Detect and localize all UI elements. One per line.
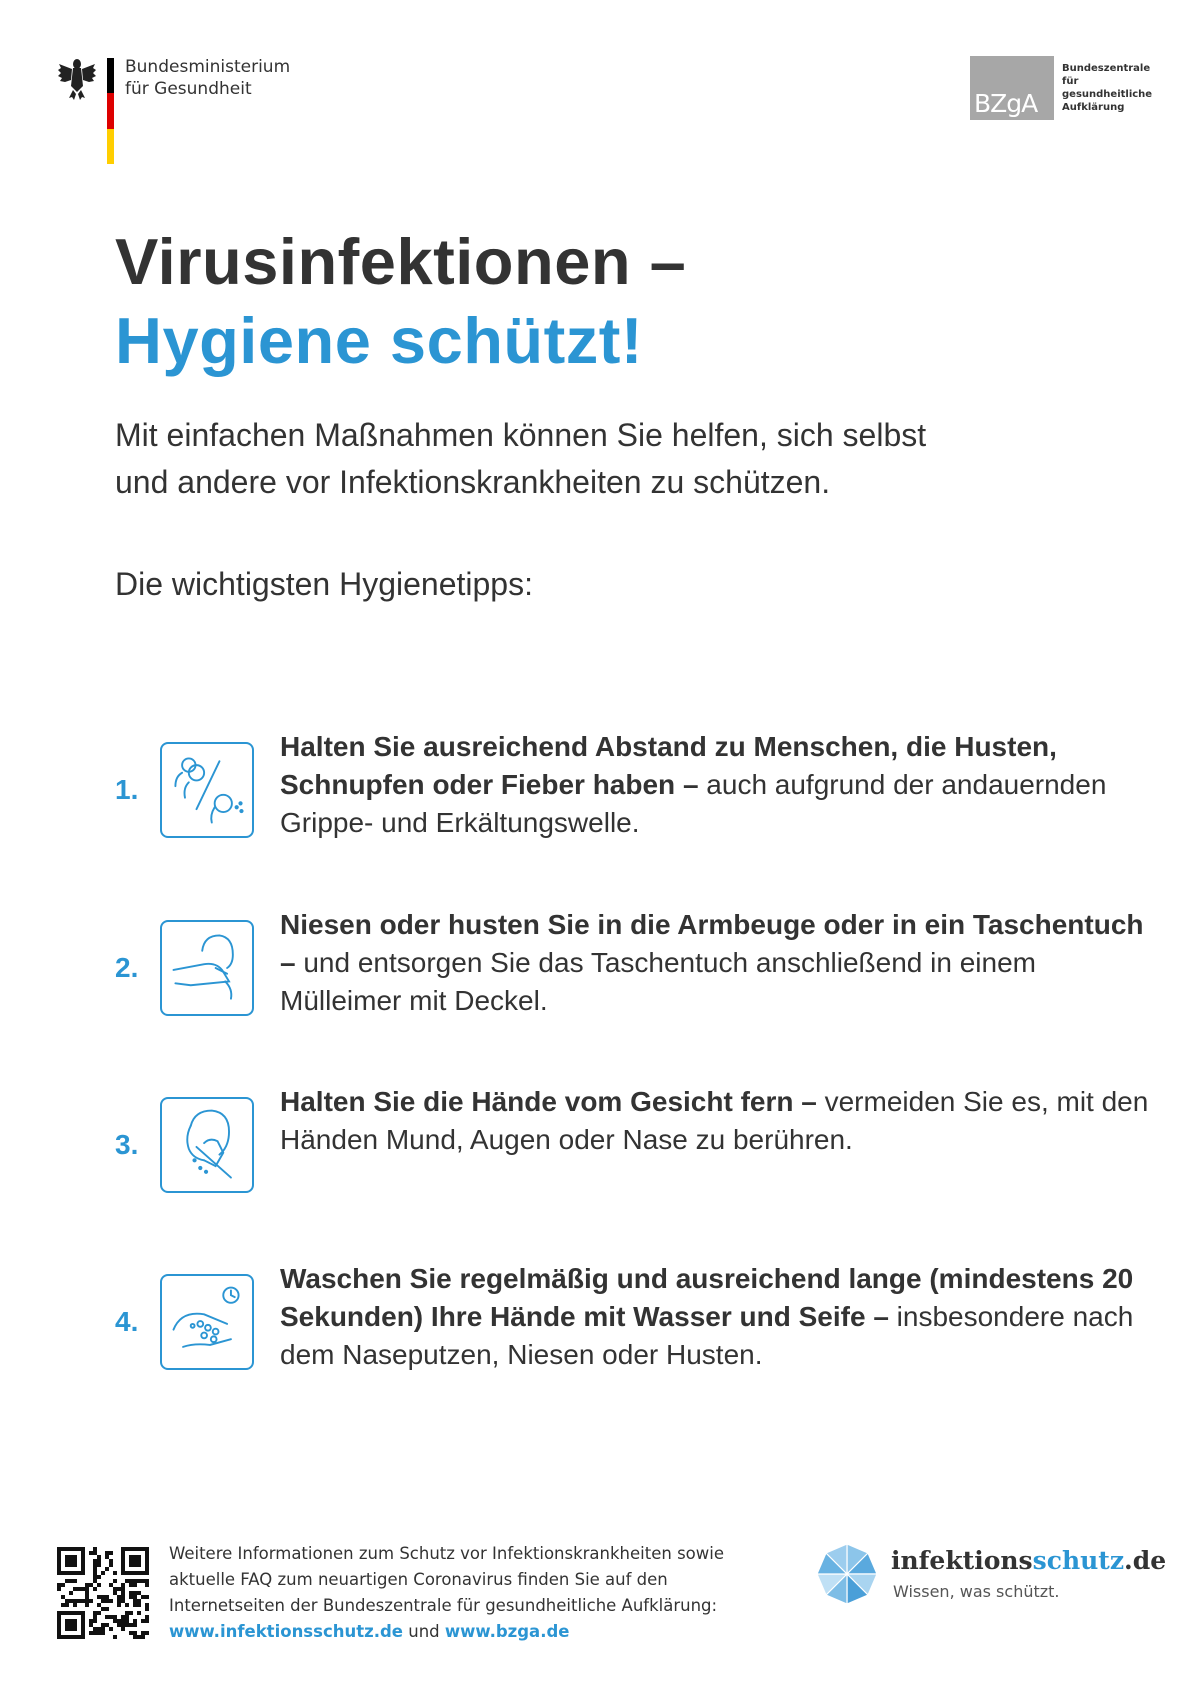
intro-text [115, 412, 1115, 506]
footer-info-line: aktuelle FAQ zum neuartigen Coronavirus finden Sie auf den [169, 1570, 668, 1589]
tip-text [280, 1083, 1160, 1159]
bzga-logo [970, 56, 1170, 126]
tip-text-regular: auch aufgrund der andauernden Grippe- und Erkältungswelle. [280, 769, 1107, 838]
tip-number: 3. [115, 1129, 139, 1160]
brand-tagline: Wissen, was schützt. [893, 1582, 1060, 1601]
bzga-name-line: Bundeszentrale [1062, 63, 1151, 74]
footer-info-line: Internetseiten der Bundeszentrale für gesundheitliche Aufklärung: [169, 1596, 718, 1615]
bzga-name-line: für [1062, 76, 1079, 87]
tip-number: 4. [115, 1306, 139, 1337]
distance-icon [160, 742, 254, 838]
page-title: Virusinfektionen – [115, 225, 687, 298]
brand-part: schutz [1032, 1546, 1125, 1575]
tip-text [280, 1260, 1160, 1374]
ministry-logo [57, 52, 317, 172]
page-subtitle: Hygiene schützt! [115, 304, 644, 377]
tip-number: 2. [115, 952, 139, 983]
brand-name [891, 1546, 1166, 1575]
infektionsschutz-logo [815, 1542, 1167, 1612]
footer-info [169, 1541, 769, 1645]
link-infektionsschutz[interactable]: www.infektionsschutz.de [169, 1622, 403, 1641]
bzga-name-line: gesundheitliche [1062, 89, 1153, 100]
bzga-logo-box [970, 56, 1054, 120]
ministry-name-line: für Gesundheit [125, 79, 252, 99]
tips-heading: Die wichtigsten Hygienetipps: [115, 566, 533, 602]
link-connector: und [403, 1622, 445, 1641]
brand-part: infektions [891, 1546, 1033, 1575]
umbrella-icon [815, 1542, 879, 1606]
footer-info-line: Weitere Informationen zum Schutz vor Infektionskrankheiten sowie [169, 1544, 724, 1563]
ministry-name [125, 56, 290, 100]
brand-part: .de [1124, 1546, 1167, 1575]
tip-text-regular: vermeiden Sie es, mit den Händen Mund, Augen oder Nase zu berühren. [280, 1086, 1149, 1155]
bzga-logo-text: BZgA [974, 89, 1038, 118]
qr-code[interactable] [57, 1547, 149, 1639]
link-bzga[interactable]: www.bzga.de [444, 1622, 570, 1641]
german-flag-bar [107, 58, 114, 164]
intro-line: und andere vor Infektionskrankheiten zu schützen. [115, 464, 831, 500]
tip-text-bold: Waschen Sie regelmäßig und ausreichend lange (mindestens 20 Sekunden) Ihre Hände mit Wasser und Seife – [280, 1263, 1134, 1332]
bzga-name [1062, 62, 1152, 114]
federal-eagle-icon [57, 56, 97, 102]
tip-text [280, 906, 1160, 1020]
bzga-name-line: Aufklärung [1062, 102, 1125, 113]
sneeze-elbow-icon [160, 920, 254, 1016]
no-face-touch-icon [160, 1097, 254, 1193]
tip-number: 1. [115, 774, 139, 805]
tip-text-regular: insbesondere nach dem Naseputzen, Niesen oder Husten. [280, 1301, 1134, 1370]
tip-text-bold: Niesen oder husten Sie in die Armbeuge oder in ein Taschentuch – [280, 909, 1144, 978]
footer-links-line [169, 1619, 769, 1645]
ministry-name-line: Bundesministerium [125, 57, 291, 77]
intro-line: Mit einfachen Maßnahmen können Sie helfen, sich selbst [115, 417, 927, 453]
tip-text-bold: Halten Sie die Hände vom Gesicht fern – [280, 1086, 817, 1117]
tip-text [280, 728, 1160, 842]
hand-washing-icon [160, 1274, 254, 1370]
tip-text-bold: Halten Sie ausreichend Abstand zu Menschen, die Husten, Schnupfen oder Fieber haben – [280, 731, 1057, 800]
tip-text-regular: und entsorgen Sie das Taschentuch anschließend in einem Mülleimer mit Deckel. [280, 947, 1036, 1016]
